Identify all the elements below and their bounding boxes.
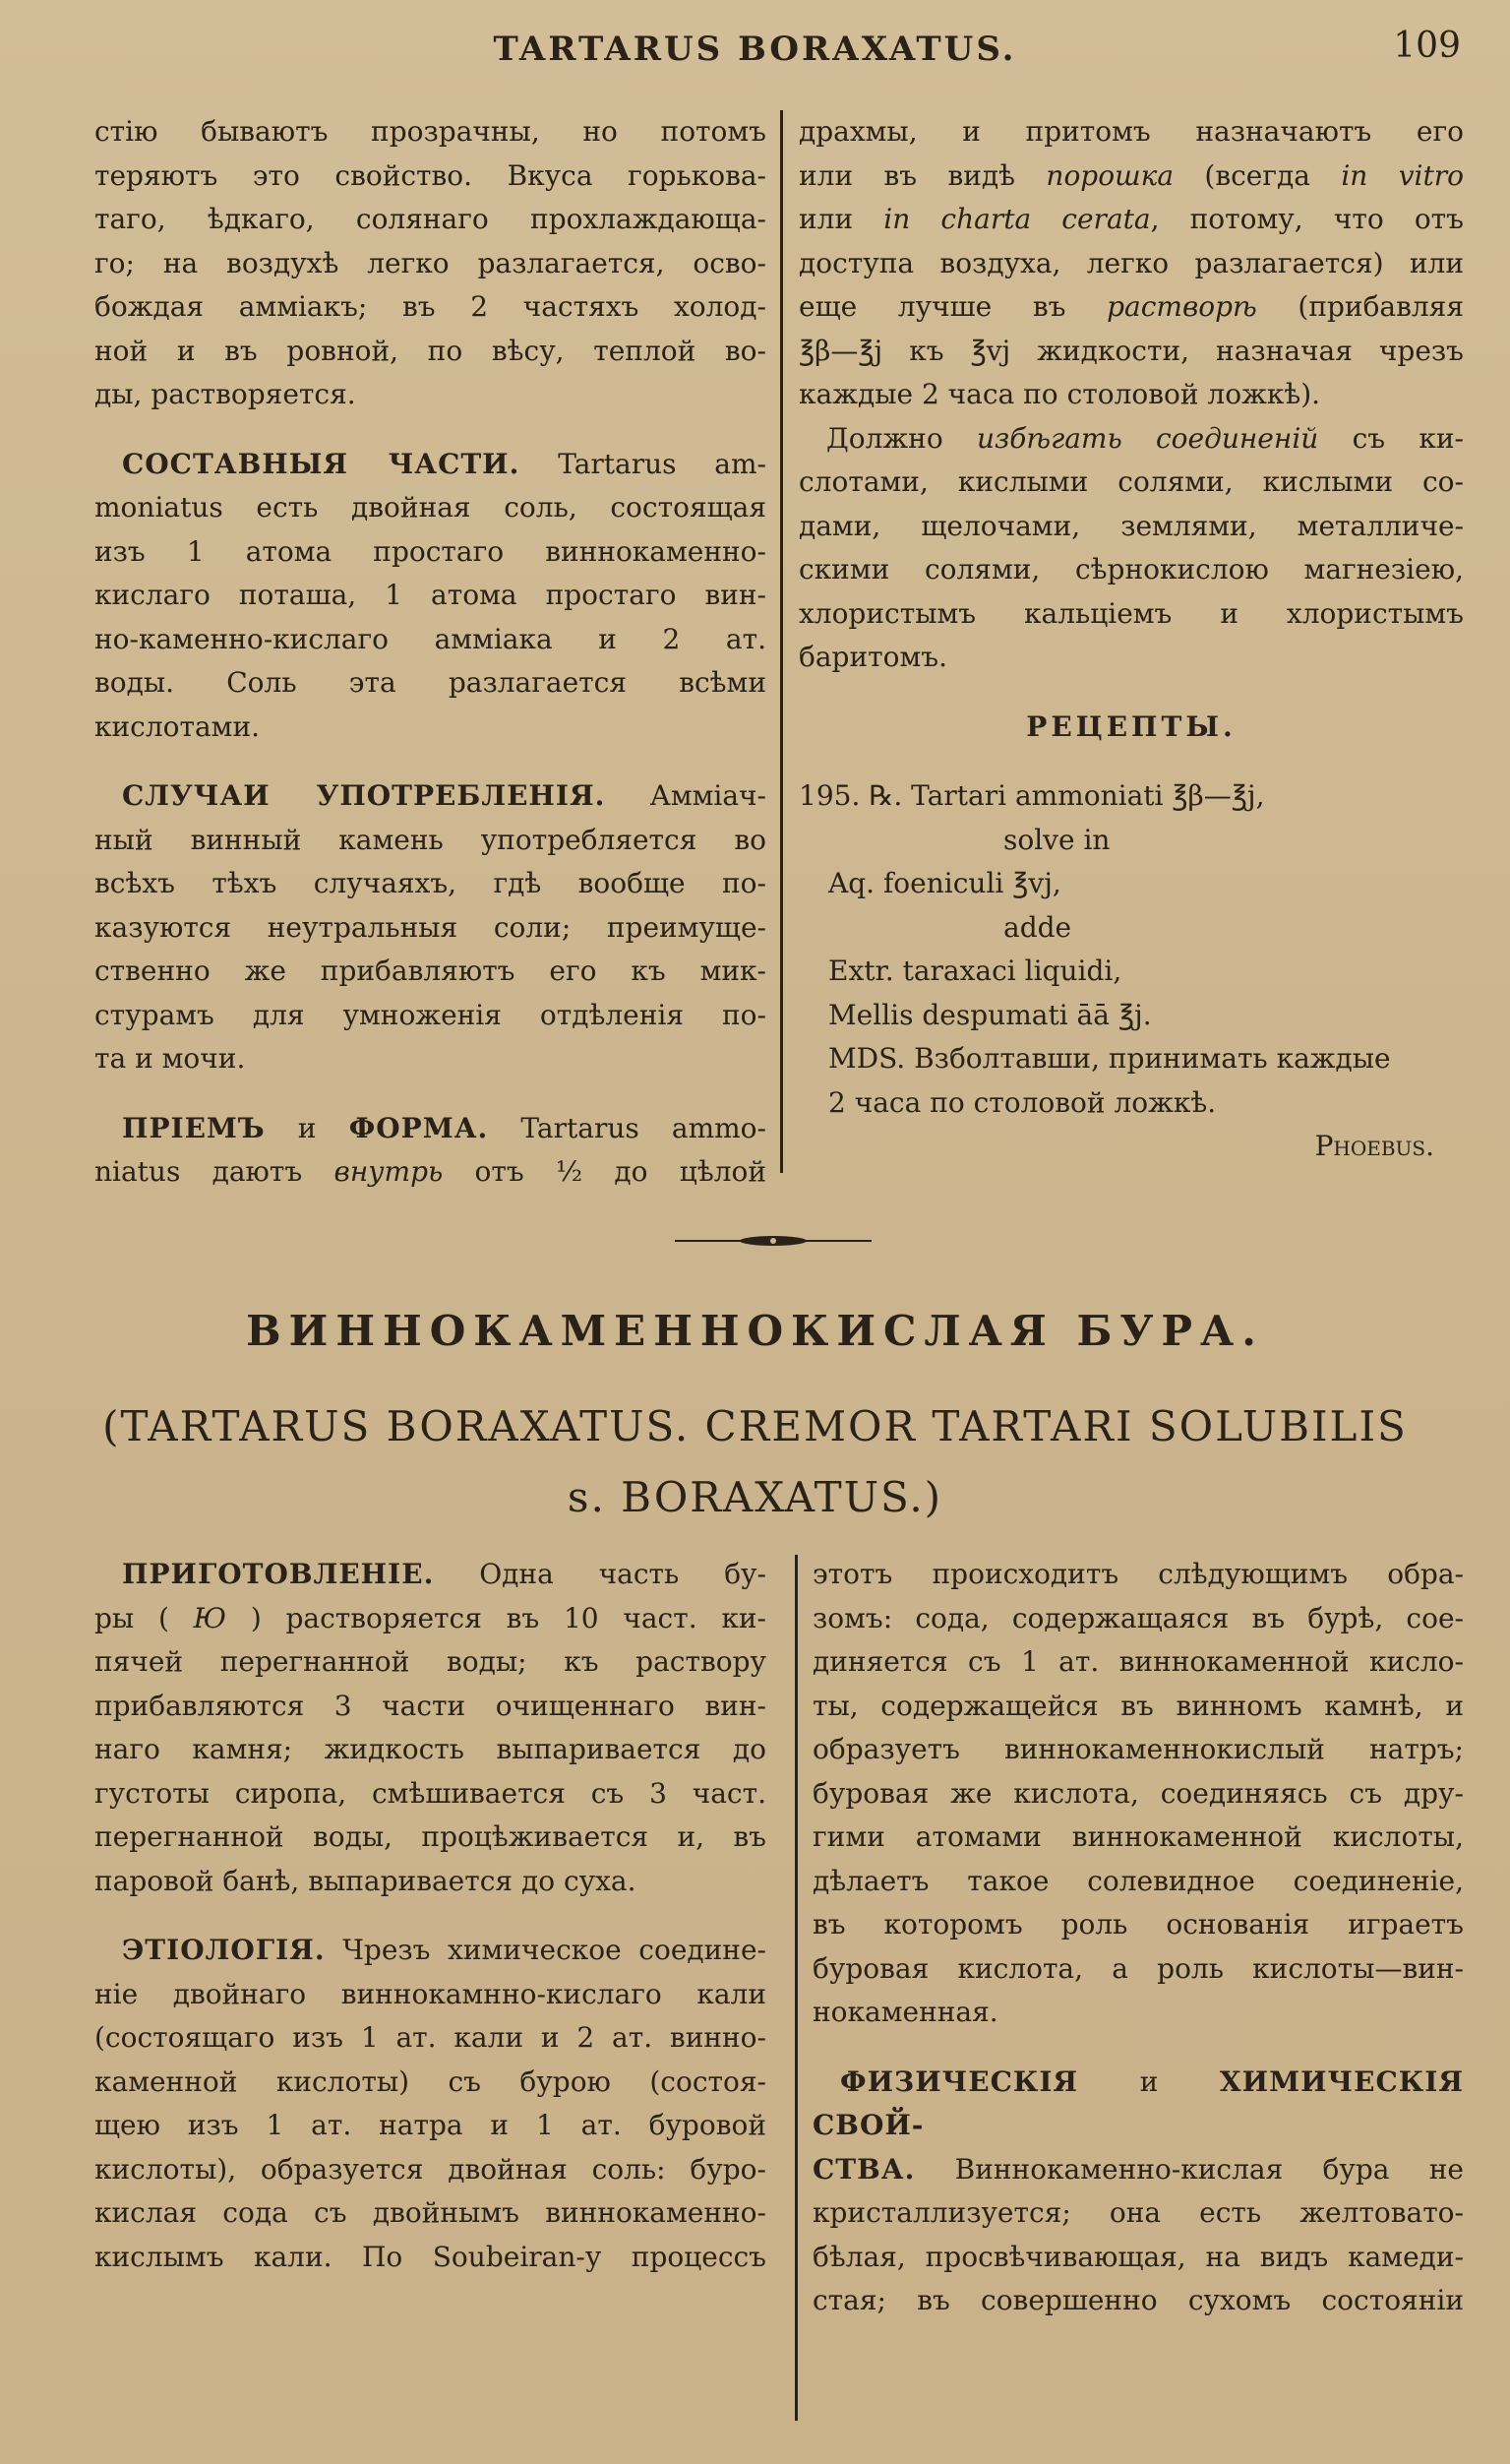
text-line: кислоты), образуется двойная соль: буро- bbox=[94, 2152, 766, 2186]
text-line: буровая же кислота, соединяясь съ дру- bbox=[813, 1776, 1464, 1810]
text-line: еще лучше въ растворѣ (прибавляя bbox=[799, 290, 1464, 323]
text-line: перегнанной воды, процѣживается и, въ bbox=[94, 1820, 766, 1853]
rubric-preparation: ПРИГОТОВЛЕНІЕ. bbox=[122, 1558, 435, 1590]
section-subtitle-line1: (TARTARUS BORAXATUS. CREMOR TARTARI SOLUBILIS bbox=[102, 1402, 1408, 1450]
text-line: дами, щелочами, землями, металличе- bbox=[799, 509, 1464, 542]
rubric-composition: СОСТАВНЫЯ ЧАСТИ. bbox=[122, 447, 520, 480]
text-line: кислымъ кали. По Soubeiran-у процессъ bbox=[94, 2240, 766, 2273]
text-line: бѣлая, просвѣчивающая, на видъ камеди- bbox=[813, 2240, 1464, 2273]
rubric-etiology: ЭТІОЛОГІЯ. bbox=[122, 1934, 326, 1966]
text-line: ной и въ ровной, по вѣсу, теплой во- bbox=[94, 334, 766, 367]
paragraph-first-line: СОСТАВНЫЯ ЧАСТИ. Tartarus am- bbox=[122, 447, 766, 480]
text-line: казуются неутральныя соли; преимуще- bbox=[94, 910, 766, 944]
paragraph-first-line: ЭТІОЛОГІЯ. Чрезъ химическое соедине- bbox=[122, 1934, 766, 1966]
text-line: теряютъ это свойство. Вкуса горьковa- bbox=[94, 158, 766, 192]
text-line: СТВА. Виннокаменно-кислая бура не bbox=[813, 2152, 1464, 2186]
text-line: бождая амміакъ; въ 2 частяхъ холод- bbox=[94, 290, 766, 323]
recipe-195: 195. ℞. Tartari ammoniati ℥β—℥j, solve in Aq. foeniculi ℥vj, adde Extr. taraxaci liquidi, Mellis despumati āā ℥j. MDS. Взболтавши, принимать каждые 2 часа по столовой ложкѣ. Phoebus. bbox=[799, 774, 1464, 1169]
text-line: стая; въ совершенно сухомъ состояніи bbox=[813, 2284, 1464, 2316]
text-line: буровая кислота, а роль кислоты—вин- bbox=[813, 1951, 1464, 1985]
running-title: TARTARUS BORAXATUS. bbox=[493, 30, 1017, 69]
section-title: ВИННОКАМЕННОКИСЛАЯ БУРА. bbox=[246, 1307, 1264, 1355]
text-line: густоты сиропа, смѣшивается съ 3 част. bbox=[94, 1776, 766, 1810]
text-line: зомъ: сода, содержащаяся въ бурѣ, сое- bbox=[813, 1601, 1464, 1634]
ornament-divider bbox=[675, 1234, 872, 1248]
bottom-right-column bbox=[813, 1553, 1464, 2323]
text-line: таго, ѣдкаго, солянаго прохлаждающа- bbox=[94, 203, 766, 235]
text-line: или in charta cerata, потому, что отъ bbox=[799, 203, 1464, 235]
text-line: или въ видѣ порошка (всегда in vitro bbox=[799, 158, 1464, 192]
text-line: кислотами. bbox=[94, 709, 261, 743]
text-line: паровой банѣ, выпаривается до суха. bbox=[94, 1864, 636, 1897]
paragraph-first-line: ФИЗИЧЕСКІЯ и ХИМИЧЕСКІЯ СВОЙ- bbox=[813, 2064, 1465, 2141]
text-line: ℥β—℥j къ ℥vj жидкости, назначая чрезъ bbox=[799, 334, 1464, 367]
paragraph-first-line: ПРИГОТОВЛЕНІЕ. Одна часть бу- bbox=[122, 1558, 766, 1590]
recipes-heading: РЕЦЕПТЫ. bbox=[1026, 709, 1237, 743]
text-line: кислая сода съ двойнымъ виннокаменно- bbox=[94, 2196, 766, 2229]
text-line: изъ 1 атома простаго виннокаменно- bbox=[94, 534, 766, 568]
text-line: въ которомъ роль основанія играетъ bbox=[813, 1908, 1464, 1940]
top-right-column bbox=[799, 110, 1464, 1169]
rubric-indications: СЛУЧАИ УПОТРЕБЛЕНІЯ. bbox=[122, 779, 606, 812]
top-left-column bbox=[94, 110, 766, 1195]
text-line: наго камня; жидкость выпаривается до bbox=[94, 1733, 766, 1765]
text-line: Должно избѣгать соединеній съ ки- bbox=[826, 421, 1464, 455]
text-line: каменной кислоты) съ бурою (состоя- bbox=[94, 2064, 766, 2098]
text-line: баритомъ. bbox=[799, 641, 947, 673]
text-line: диняется съ 1 ат. виннокаменной кисло- bbox=[813, 1645, 1464, 1678]
recipe-number: 195. bbox=[799, 779, 861, 812]
text-line: ры ( Ю ) растворяется въ 10 част. ки- bbox=[94, 1601, 766, 1634]
text-line: ты, содержащейся въ винномъ камнѣ, и bbox=[813, 1689, 1464, 1722]
text-line: дѣлаетъ такое солевидное соединеніе, bbox=[813, 1864, 1464, 1897]
text-line: воды. Соль эта разлагается всѣми bbox=[94, 666, 766, 699]
text-line: стурамъ для умноженія отдѣленія по- bbox=[94, 998, 766, 1031]
page-number: 109 bbox=[1393, 26, 1461, 66]
column-divider-bottom bbox=[795, 1555, 798, 2421]
recipe-signature: Phoebus. bbox=[1314, 1130, 1434, 1162]
text-line: (состоящаго изъ 1 ат. кали и 2 ат. винно- bbox=[94, 2021, 766, 2054]
text-line: драхмы, и притомъ назначаютъ его bbox=[799, 115, 1464, 148]
paragraph-first-line: СЛУЧАИ УПОТРЕБЛЕНІЯ. Амміач- bbox=[122, 779, 766, 812]
text-line: нокаменная. bbox=[813, 1996, 998, 2028]
text-line: доступа воздуха, легко разлагается) или bbox=[799, 246, 1464, 279]
text-line: этотъ происходитъ слѣдующимъ обра- bbox=[813, 1558, 1464, 1590]
bottom-left-column bbox=[94, 1553, 766, 2279]
text-line: го; на воздухѣ легко разлагается, осво- bbox=[94, 246, 766, 279]
text-line: но-каменно-кислаго амміака и 2 ат. bbox=[94, 622, 766, 655]
text-line: слотами, кислыми солями, кислыми со- bbox=[799, 465, 1464, 498]
text-line: всѣхъ тѣхъ случаяхъ, гдѣ вообще по- bbox=[94, 867, 766, 899]
text-line: хлористымъ кальціемъ и хлористымъ bbox=[799, 596, 1464, 630]
column-divider-top bbox=[780, 110, 783, 1173]
rx-symbol: ℞. bbox=[869, 779, 903, 812]
text-line: та и мочи. bbox=[94, 1042, 246, 1075]
text-line: niatus даютъ внутрь отъ ½ до цѣлой bbox=[94, 1155, 767, 1188]
text-line: прибавляются 3 части очищеннаго вин- bbox=[94, 1689, 766, 1722]
text-line: moniatus есть двойная соль, состоящая bbox=[94, 491, 766, 524]
text-line: образуетъ виннокаменнокислый натръ; bbox=[813, 1733, 1464, 1765]
text-line: гими атомами виннокаменной кислоты, bbox=[813, 1820, 1464, 1853]
text-line: ный винный камень употребляется во bbox=[94, 823, 766, 856]
text-line: стію бываютъ прозрачны, но потомъ bbox=[94, 115, 766, 148]
text-line: щею изъ 1 ат. натра и 1 ат. буровой bbox=[94, 2109, 766, 2141]
rubric-properties: ФИЗИЧЕСКІЯ bbox=[840, 2064, 1079, 2098]
paragraph-first-line: ПРІЕМЪ и ФОРМА. Tartarus ammo- bbox=[122, 1111, 766, 1144]
text-line: скими солями, сѣрнокислою магнезіею, bbox=[799, 553, 1464, 585]
section-subtitle-line2: s. BORAXATUS.) bbox=[567, 1473, 943, 1521]
borax-symbol: Ю bbox=[193, 1601, 227, 1634]
text-line: пячей перегнанной воды; къ раствору bbox=[94, 1645, 766, 1678]
text-line: каждые 2 часа по столовой ложкѣ). bbox=[799, 378, 1321, 410]
text-line: ды, растворяется. bbox=[94, 378, 356, 410]
text-line: ніе двойнаго виннокамнно-кислаго кали bbox=[94, 1977, 766, 2010]
text-line: кристаллизуется; она есть желтовато- bbox=[813, 2196, 1464, 2229]
text-line: кислаго поташа, 1 атома простаго вин- bbox=[94, 579, 766, 611]
text-line: ственно же прибавляютъ его къ мик- bbox=[94, 955, 766, 987]
